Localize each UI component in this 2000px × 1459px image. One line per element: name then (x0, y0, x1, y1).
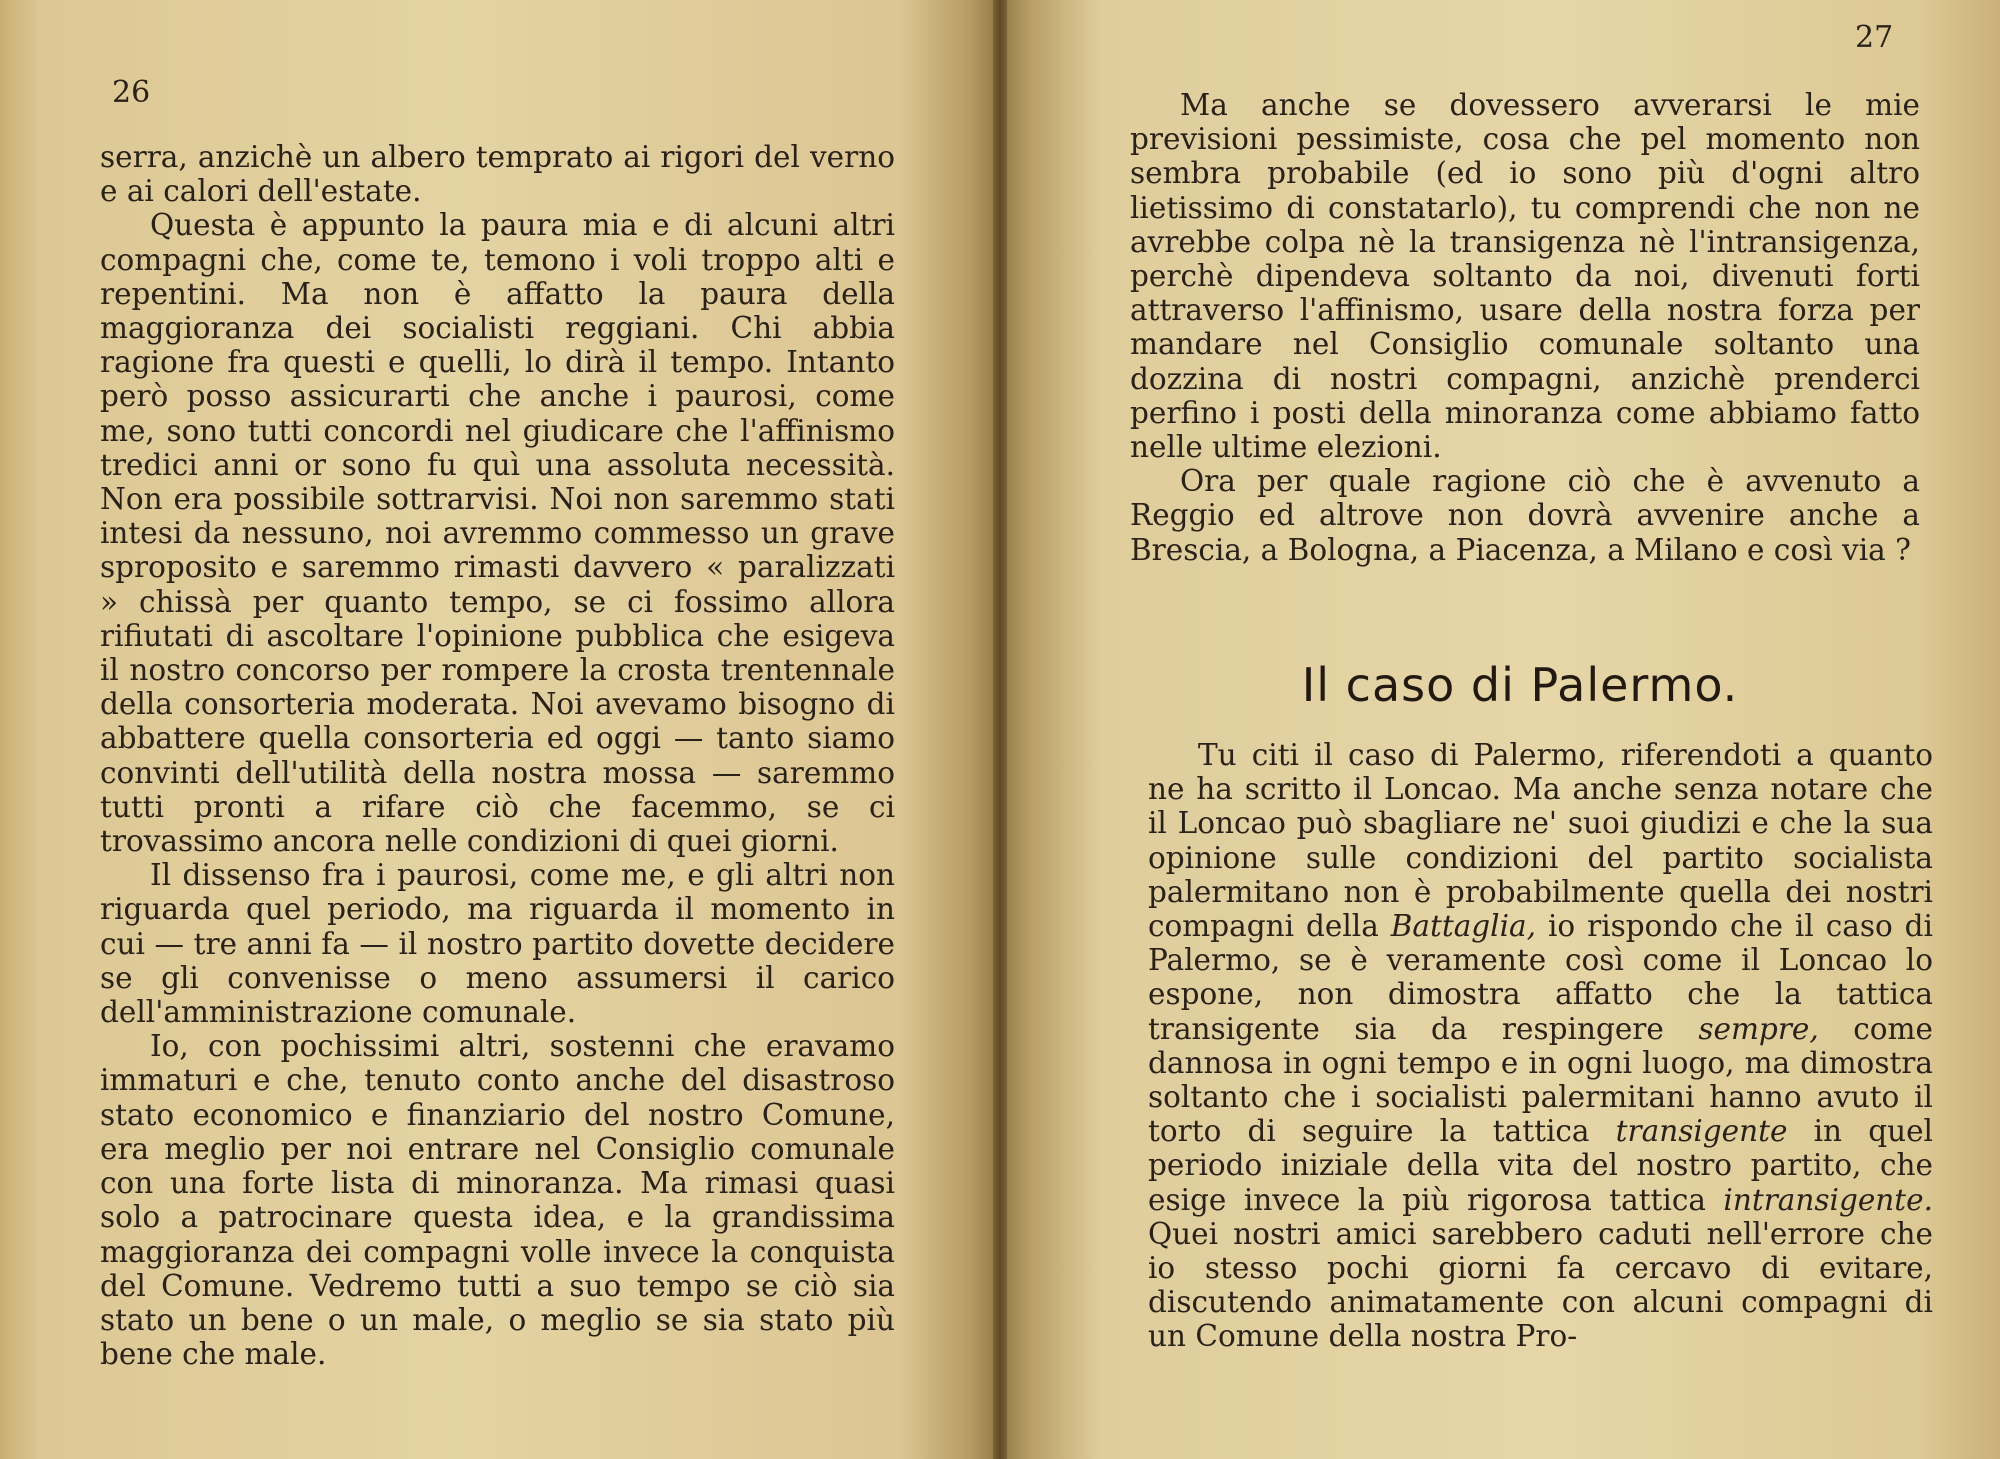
paragraph: Il dissenso fra i paurosi, come me, e gli altri non riguarda quel periodo, ma riguarda il momento in cui — tre anni fa — il nostro partito dovette decidere se gli convenisse o meno assumersi il carico dell'amministrazione comunale. (100, 858, 895, 1030)
text-run: Tu citi il caso di Palermo, riferendoti a quanto ne ha scritto il Loncao. Ma anche senza notare che il Loncao può sbagliare ne' suoi giudizi e che la sua opinione sulle condizioni del partito socialista palermitano non è probabilmente quella dei nostri compagni della (1148, 738, 1933, 944)
paragraph: Questa è appunto la paura mia e di alcuni altri compagni che, come te, temono i voli troppo alti e repentini. Ma non è affatto la paura della maggioranza dei socialisti reggiani. Chi abbia ragione fra questi e quelli, lo dirà il tempo. Intanto però posso assicurarti che anche i paurosi, come me, sono tutti concordi nel giudicare che l'affinismo tredici anni or sono fu quì una assoluta necessità. Non era possibile sottrarvisi. Noi non saremmo stati intesi da nessuno, noi avremmo commesso un grave sproposito e saremmo rimasti davvero « paralizzati » chissà per quanto tempo, se ci fossimo allora rifiutati di ascoltare l'opinione pubblica che esigeva il nostro concorso per rompere la crosta trentennale della consorteria moderata. Noi avevamo bisogno di abbattere quella consorteria ed oggi — tanto siamo convinti dell'utilità della nostra mossa — saremmo tutti pronti a rifare ciò che facemmo, se ci trovassimo ancora nelle condizioni di quei giorni. (100, 208, 895, 859)
italic-run: sempre, (1698, 1011, 1819, 1046)
page-number: 26 (112, 75, 151, 110)
paragraph: Ora per quale ragione ciò che è avvenuto a Reggio ed altrove non dovrà avvenire anche a Brescia, a Bologna, a Piacenza, a Milano e così via ? (1130, 464, 1920, 567)
right-page-text-top (1130, 88, 1920, 567)
italic-run: intransigente. (1723, 1182, 1933, 1217)
text-run: io rispondo che il caso di Palermo, se è veramente così come il Loncao lo espone, non dimostra affatto che la tattica transigente sia da respingere (1148, 909, 1933, 1046)
section-heading: Il caso di Palermo. (1301, 658, 1739, 712)
right-page-text-bottom (1148, 738, 1933, 1354)
paragraph: serra, anzichè un albero temprato ai rigori del verno e ai calori dell'estate. (100, 140, 895, 209)
italic-run: transigente (1615, 1114, 1788, 1149)
book-gutter (993, 0, 1007, 1459)
paragraph: Io, con pochissimi altri, sostenni che eravamo immaturi e che, tenuto conto anche del disastroso stato economico e finanziario del nostro Comune, era meglio per noi entrare nel Consiglio comunale con una forte lista di minoranza. Ma rimasi quasi solo a patrocinare questa idea, e la grandissima maggioranza dei compagni volle invece la conquista del Comune. Vedremo tutti a suo tempo se ciò sia stato un bene o un male, o meglio se sia stato più bene che male. (100, 1029, 895, 1372)
text-run: Quei nostri amici sarebbero caduti nell'errore che io stesso pochi giorni fa cercavo di evitare, discutendo animatamente con alcuni compagni di un Comune della nostra Pro- (1148, 1216, 1933, 1354)
text-run: come dannosa in ogni tempo e in ogni luogo, ma dimostra soltanto che i socialisti palermitani hanno avuto il torto di seguire la tattica (1148, 1011, 1933, 1149)
paragraph: Ma anche se dovessero avverarsi le mie previsioni pessimiste, cosa che pel momento non sembra probabile (ed io sono più d'ogni altro lietissimo di constatarlo), tu comprendi che non ne avrebbe colpa nè la transigenza nè l'intransigenza, perchè dipendeva soltanto da noi, divenuti forti attraverso l'affinismo, usare della nostra forza per mandare nel Consiglio comunale soltanto una dozzina di nostri compagni, anzichè prenderci perfino i posti della minoranza come abbiamo fatto nelle ultime elezioni. (1130, 88, 1920, 465)
text-run: in quel periodo iniziale della vita del nostro partito, che esige invece la più rigorosa tattica (1148, 1114, 1933, 1217)
italic-run: Battaglia, (1390, 909, 1537, 944)
left-page-text (100, 140, 895, 1371)
page-number: 27 (1855, 20, 1894, 55)
paragraph (1148, 738, 1933, 1354)
